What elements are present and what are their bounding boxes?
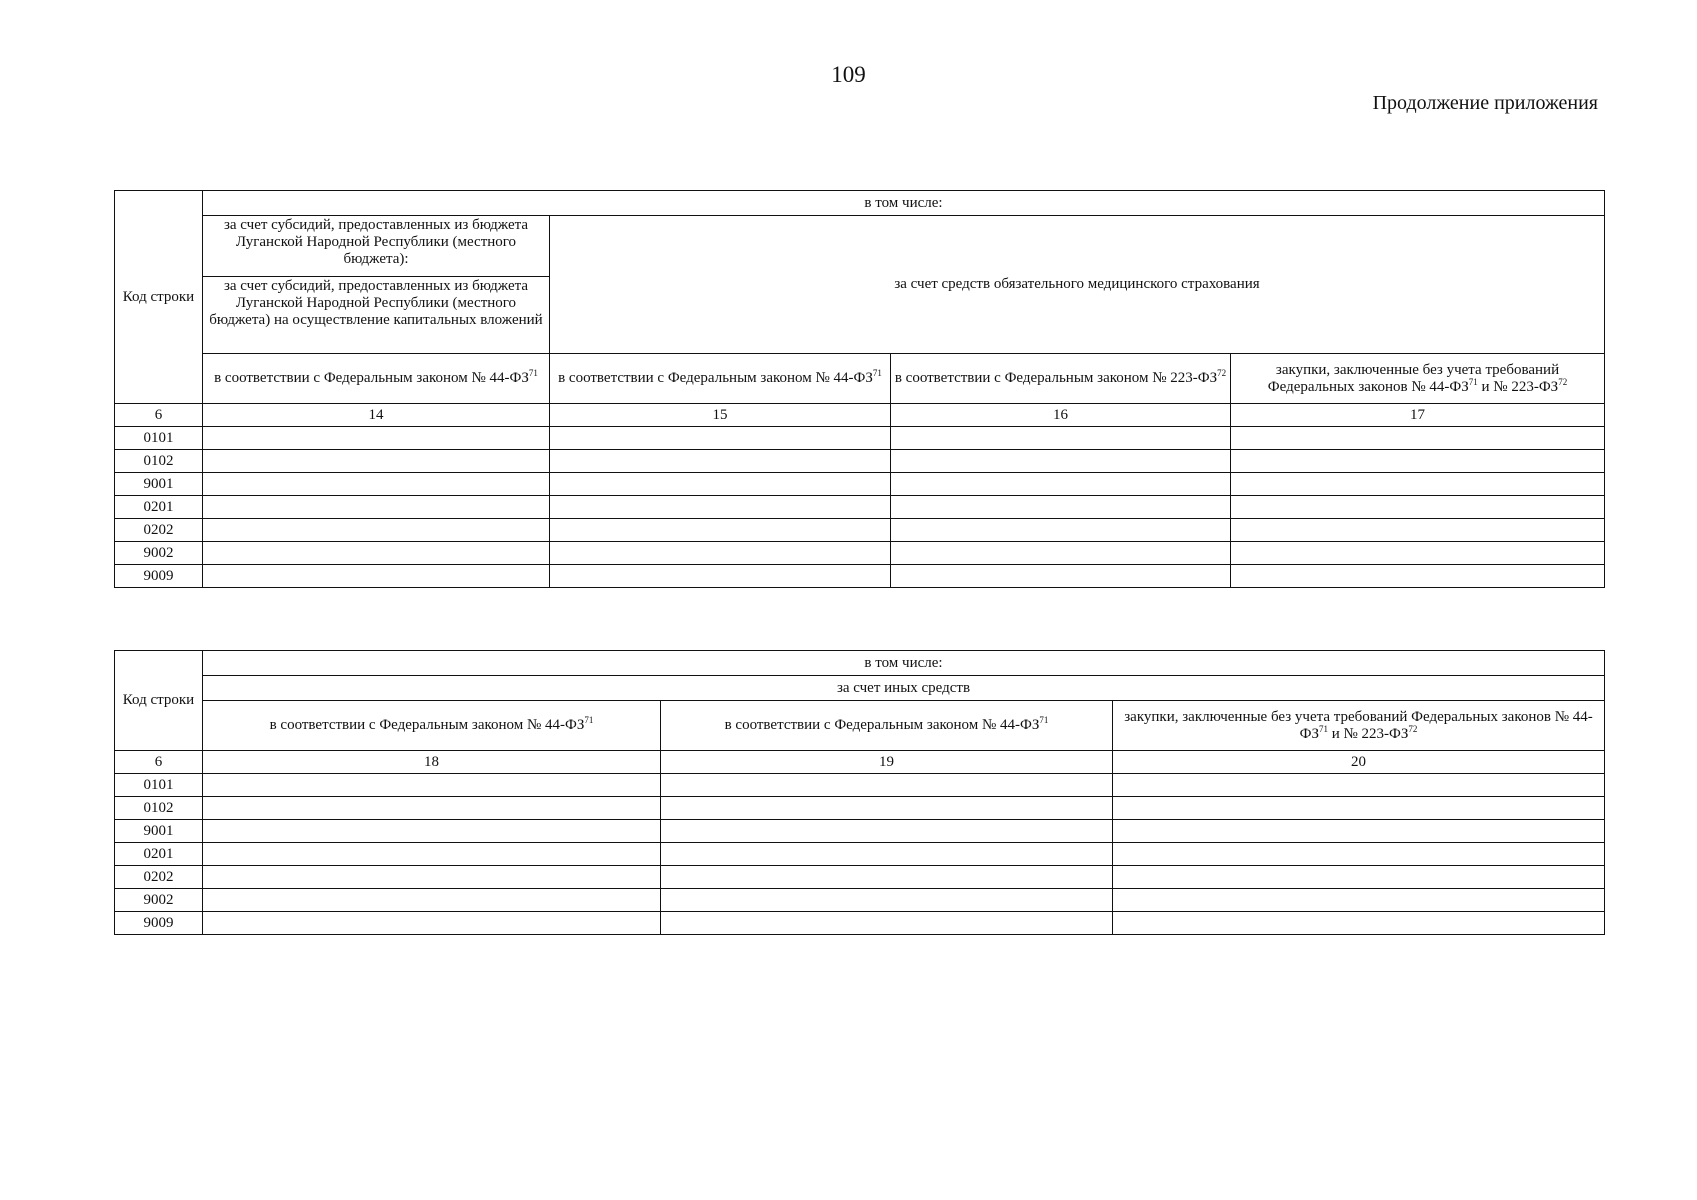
table-row: [115, 820, 1605, 843]
data-cell[interactable]: [1231, 427, 1605, 450]
including-header: в том числе:: [203, 651, 1605, 676]
row-code: 9002: [115, 889, 203, 912]
table-row: [115, 565, 1605, 588]
data-cell[interactable]: [1113, 797, 1605, 820]
data-cell[interactable]: [203, 912, 661, 935]
data-cell[interactable]: [203, 427, 550, 450]
table-row: [115, 519, 1605, 542]
table-row: [115, 542, 1605, 565]
data-cell[interactable]: [891, 519, 1231, 542]
data-cell[interactable]: [203, 843, 661, 866]
data-cell[interactable]: [203, 866, 661, 889]
data-cell[interactable]: [550, 496, 891, 519]
column-number: 19: [661, 751, 1113, 774]
oms-header: за счет средств обязательного медицинского страхования: [550, 216, 1605, 354]
column-number-row: [115, 751, 1605, 774]
data-cell[interactable]: [661, 774, 1113, 797]
row-code: 0201: [115, 496, 203, 519]
data-cell[interactable]: [203, 820, 661, 843]
column-number: 20: [1113, 751, 1605, 774]
table-row: [115, 496, 1605, 519]
data-cell[interactable]: [891, 427, 1231, 450]
form-table-other-funds: [114, 650, 1605, 935]
continuation-label: Продолжение приложения: [1372, 92, 1598, 114]
column-number: 6: [115, 751, 203, 774]
data-cell[interactable]: [203, 889, 661, 912]
table-row: [115, 473, 1605, 496]
data-cell[interactable]: [661, 866, 1113, 889]
column-header: в соответствии с Федеральным законом № 44-ФЗ$^{71}$: [203, 701, 661, 751]
data-cell[interactable]: [1231, 542, 1605, 565]
code-header: Код строки: [115, 191, 203, 404]
table-row: [115, 866, 1605, 889]
row-code: 0202: [115, 519, 203, 542]
data-cell[interactable]: [891, 542, 1231, 565]
column-number: 18: [203, 751, 661, 774]
page-number: 109: [831, 62, 866, 87]
data-cell[interactable]: [891, 496, 1231, 519]
column-number: 16: [891, 404, 1231, 427]
row-code: 0202: [115, 866, 203, 889]
data-cell[interactable]: [1231, 565, 1605, 588]
column-header: в соответствии с Федеральным законом № 223-ФЗ$^{72}$: [891, 354, 1231, 404]
data-cell[interactable]: [1231, 473, 1605, 496]
data-cell[interactable]: [1231, 519, 1605, 542]
data-cell[interactable]: [550, 450, 891, 473]
data-cell[interactable]: [203, 797, 661, 820]
row-code: 0201: [115, 843, 203, 866]
data-cell[interactable]: [550, 542, 891, 565]
column-header: в соответствии с Федеральным законом № 44-ФЗ$^{71}$: [550, 354, 891, 404]
code-header: Код строки: [115, 651, 203, 751]
data-cell[interactable]: [550, 427, 891, 450]
column-number: 14: [203, 404, 550, 427]
subsidy-capital-header: за счет субсидий, предоставленных из бюджета Луганской Народной Республики (местного бюджета) на осуществление капитальных вложений: [203, 277, 550, 354]
subsidy-header: за счет субсидий, предоставленных из бюджета Луганской Народной Республики (местного бюджета):: [203, 216, 550, 277]
data-cell[interactable]: [1113, 889, 1605, 912]
column-number: 6: [115, 404, 203, 427]
data-cell[interactable]: [891, 565, 1231, 588]
row-code: 0101: [115, 427, 203, 450]
row-code: 0101: [115, 774, 203, 797]
row-code: 0102: [115, 797, 203, 820]
column-header: в соответствии с Федеральным законом № 44-ФЗ$^{71}$: [203, 354, 550, 404]
data-cell[interactable]: [661, 912, 1113, 935]
row-code: 0102: [115, 450, 203, 473]
table-row: [115, 912, 1605, 935]
table-row: [115, 427, 1605, 450]
data-cell[interactable]: [203, 542, 550, 565]
data-cell[interactable]: [1231, 496, 1605, 519]
table-row: [115, 797, 1605, 820]
data-cell[interactable]: [203, 496, 550, 519]
table-row: [115, 774, 1605, 797]
data-cell[interactable]: [891, 473, 1231, 496]
data-cell[interactable]: [891, 450, 1231, 473]
form-table-omc: [114, 190, 1605, 588]
table-row: [115, 889, 1605, 912]
data-cell[interactable]: [1231, 450, 1605, 473]
column-number: 17: [1231, 404, 1605, 427]
column-number-row: [115, 404, 1605, 427]
column-header: закупки, заключенные без учета требований Федеральных законов № 44-ФЗ$^{71}$ и № 223-ФЗ$^{72}$: [1113, 701, 1605, 751]
data-cell[interactable]: [661, 843, 1113, 866]
data-cell[interactable]: [661, 889, 1113, 912]
data-cell[interactable]: [1113, 774, 1605, 797]
table-row: [115, 450, 1605, 473]
including-header: в том числе:: [203, 191, 1605, 216]
data-cell[interactable]: [661, 797, 1113, 820]
data-cell[interactable]: [203, 774, 661, 797]
column-header: в соответствии с Федеральным законом № 44-ФЗ$^{71}$: [661, 701, 1113, 751]
data-cell[interactable]: [203, 519, 550, 542]
table-row: [115, 843, 1605, 866]
column-header: закупки, заключенные без учета требований Федеральных законов № 44-ФЗ$^{71}$ и № 223-ФЗ$^{72}$: [1231, 354, 1605, 404]
row-code: 9001: [115, 473, 203, 496]
data-cell[interactable]: [1113, 820, 1605, 843]
other-funds-header: за счет иных средств: [203, 676, 1605, 701]
data-cell[interactable]: [203, 565, 550, 588]
row-code: 9001: [115, 820, 203, 843]
data-cell[interactable]: [203, 473, 550, 496]
data-cell[interactable]: [550, 519, 891, 542]
data-cell[interactable]: [1113, 866, 1605, 889]
data-cell[interactable]: [550, 565, 891, 588]
data-cell[interactable]: [203, 450, 550, 473]
row-code: 9009: [115, 565, 203, 588]
column-number: 15: [550, 404, 891, 427]
data-cell[interactable]: [661, 820, 1113, 843]
data-cell[interactable]: [1113, 912, 1605, 935]
row-code: 9009: [115, 912, 203, 935]
data-cell[interactable]: [1113, 843, 1605, 866]
row-code: 9002: [115, 542, 203, 565]
data-cell[interactable]: [550, 473, 891, 496]
